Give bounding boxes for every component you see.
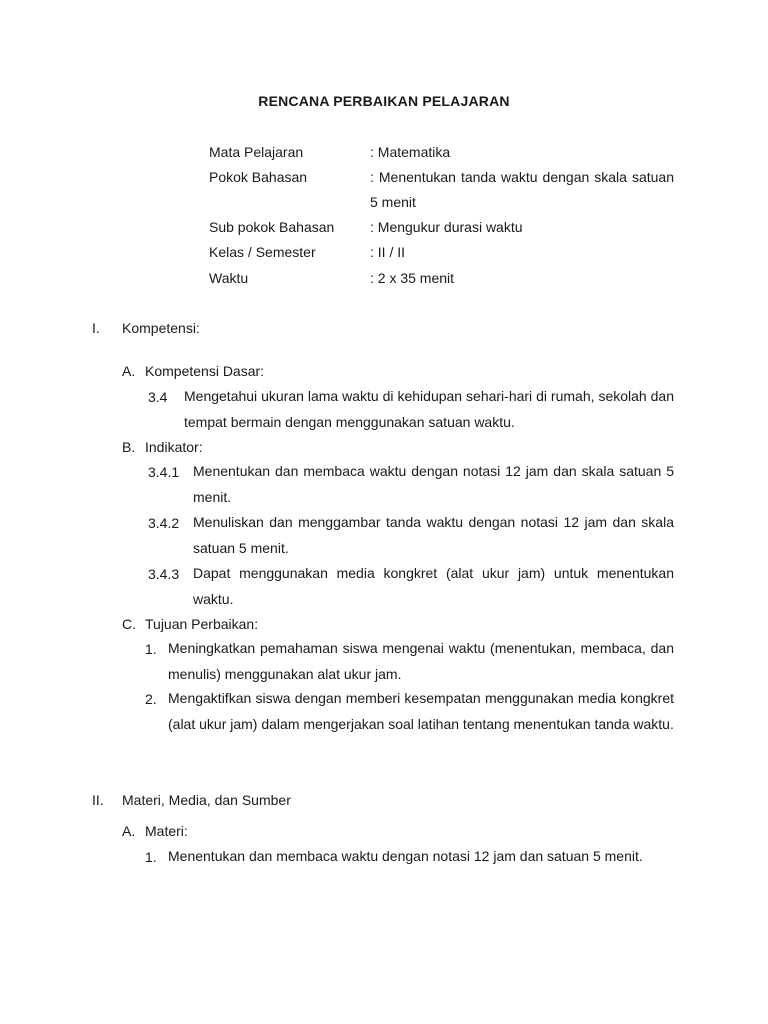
kd-item-text-content: Mengetahui ukuran lama waktu di kehidupan sehari-hari di rumah, sekolah dan tempat bermain dengan menggunakan satuan waktu. [184, 388, 674, 430]
tujuan-2-number: 2. [145, 691, 157, 707]
info-label-pokok-bahasan: Pokok Bahasan [209, 169, 308, 185]
info-value-kelas-semester: : II / II [370, 244, 406, 260]
section-2-number: II. [92, 792, 104, 808]
tujuan-1-number: 1. [145, 641, 157, 657]
info-value-mata-pelajaran: : Matematika [370, 144, 451, 160]
indikator-3-text: Dapat menggunakan media kongkret (alat ukur jam) untuk menentukan waktu. [193, 565, 674, 607]
indikator-1-number: 3.4.1 [148, 464, 180, 480]
materi-1-text: Menentukan dan membaca waktu dengan notasi 12 jam dan satuan 5 menit. [168, 848, 643, 864]
section-1c-letter: C. [122, 616, 136, 632]
info-value-pokok-bahasan [370, 165, 674, 215]
info-label-mata-pelajaran: Mata Pelajaran [209, 144, 304, 160]
kd-item-text [184, 384, 674, 435]
indikator-3-number: 3.4.3 [148, 566, 180, 582]
section-1a-letter: A. [122, 363, 136, 379]
info-label-kelas-semester: Kelas / Semester [209, 244, 316, 260]
section-1c-heading: Tujuan Perbaikan: [145, 616, 259, 632]
pokok-bahasan-text: : Menentukan tanda waktu dengan skala satuan 5 menit [370, 169, 674, 210]
info-label-waktu: Waktu [209, 270, 249, 286]
materi-1-number: 1. [145, 849, 157, 865]
info-label-sub-pokok-bahasan: Sub pokok Bahasan [209, 219, 335, 235]
indikator-2-text: Menuliskan dan menggambar tanda waktu dengan notasi 12 jam dan skala satuan 5 menit. [193, 514, 674, 556]
section-1-heading: Kompetensi: [122, 320, 200, 336]
indikator-2-number: 3.4.2 [148, 515, 180, 531]
kd-item-number: 3.4 [148, 389, 168, 405]
section-2a-heading: Materi: [145, 823, 188, 839]
section-2a-letter: A. [122, 823, 136, 839]
document-title: RENCANA PERBAIKAN PELAJARAN [258, 93, 510, 109]
indikator-1-text: Menentukan dan membaca waktu dengan notasi 12 jam dan skala satuan 5 menit. [193, 463, 674, 505]
info-value-waktu: : 2 x 35 menit [370, 270, 455, 286]
section-1b-letter: B. [122, 439, 136, 455]
section-1-number: I. [92, 320, 100, 336]
section-1b-heading: Indikator: [145, 439, 203, 455]
section-2-heading: Materi, Media, dan Sumber [122, 792, 291, 808]
info-value-sub-pokok-bahasan: : Mengukur durasi waktu [370, 219, 523, 235]
section-1a-heading: Kompetensi Dasar: [145, 363, 265, 379]
tujuan-2-text: Mengaktifkan siswa dengan memberi kesempatan menggunakan media kongkret (alat ukur jam) dalam mengerjakan soal latihan tentang menentukan tanda waktu. [168, 690, 674, 732]
tujuan-1-text: Meningkatkan pemahaman siswa mengenai waktu (menentukan, membaca, dan menulis) menggunakan alat ukur jam. [168, 640, 674, 682]
